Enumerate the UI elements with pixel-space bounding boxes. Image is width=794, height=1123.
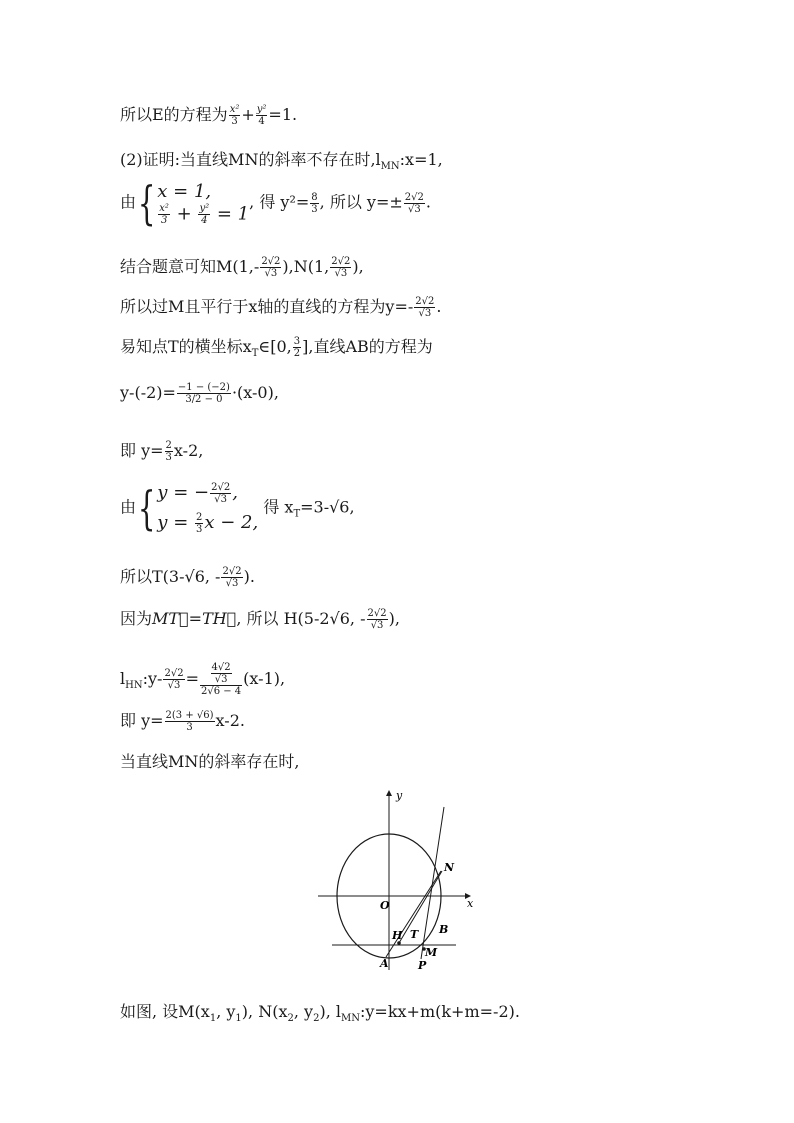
line-T-coordinate: 易知点T的横坐标$x_T\in[0$, $\frac{3}{2}$ ],直线AB的方程为 [120,336,433,359]
label-H: H [392,929,403,942]
text: 所以E的方程为 [120,105,228,124]
label-x: x [467,897,474,910]
line-point-T: 所以T(3-√6, - $\frac{2√2}{√3}$ ). [120,566,255,589]
label-O: O [380,899,390,912]
line-system-2: 由{ y = − $\frac{2√2}{√3}$ , y = $\frac{2}{3}$ x − 2, 得 $x_T=3-√6$, [120,478,355,538]
label-A: A [380,957,389,970]
line-system-1: 由{ x = 1, $\frac{\text{x²}}{3}$ + $\frac{\text{y²}}{4}$ = 1 , 得 y²= $\frac{8}{3}$ , 所以 y=± $\frac{2√2}{√3}$ . [120,176,431,230]
line-HN-equation: $l_{HN}:y-$ $\frac{2√2}{√3}$ = $\frac{\frac{4√2}{√3}}{2√6 - 4}$ (x-1), [120,662,286,697]
line-slope-exists: 当直线MN的斜率存在时, [120,752,300,771]
line-proof-start: (2)证明:当直线MN的斜率不存在时$,l_{MN}:x=1$, [120,150,443,172]
label-B: B [439,923,449,936]
label-M: M [425,946,438,959]
label-y: y [396,789,403,802]
line-AB-equation: y-(-2)= $\frac{-1 - (-2)}{3/2 - 0}$ ·(x-0), [120,382,279,405]
line-equation-E: 所以E的方程为 $\frac{\text{x²}}{3}$ + $\frac{\text{y²}}{4}$ =1. [120,104,298,127]
equation-system: x = 1, $\frac{\text{x²}}{3}$ + $\frac{\text{y²}}{4}$ = 1 [157,180,250,226]
line-points-MN: 结合题意可知M(1,- $\frac{2√2}{√3}$ ),N(1, $\frac{2√2}{√3}$ ), [120,256,364,279]
line-HN [399,871,442,943]
line-point-H: 因为MT⃗=TH⃗, 所以 H(5-2√6, - $\frac{2√2}{√3}$ ), [120,608,400,631]
line-general-case: 如图, 设$M(x_1$, $y_1$), $N(x_2$, $y_2$), $l_{MN}:y=kx+m(k+m=-2)$. [120,1002,520,1024]
fraction: $\frac{\text{y²}}{4}$ [256,104,267,127]
label-N: N [444,861,455,874]
line-AB-simplified: 即 y= $\frac{2}{3}$ x-2, [120,440,204,463]
brace: { [137,176,156,230]
line-HN-simplified: 即 y= $\frac{2(3 + √6)}{3}$ x-2. [120,710,245,733]
label-P: P [418,959,427,972]
ellipse-figure [310,785,490,975]
line-parallel: 所以过M且平行于x轴的直线的方程为y=- $\frac{2√2}{√3}$ . [120,296,442,319]
label-T: T [410,928,419,941]
equation-system: y = − $\frac{2√2}{√3}$ , y = $\frac{2}{3}$ x − 2, [157,481,259,535]
fraction: $\frac{\text{x²}}{3}$ [229,104,240,127]
